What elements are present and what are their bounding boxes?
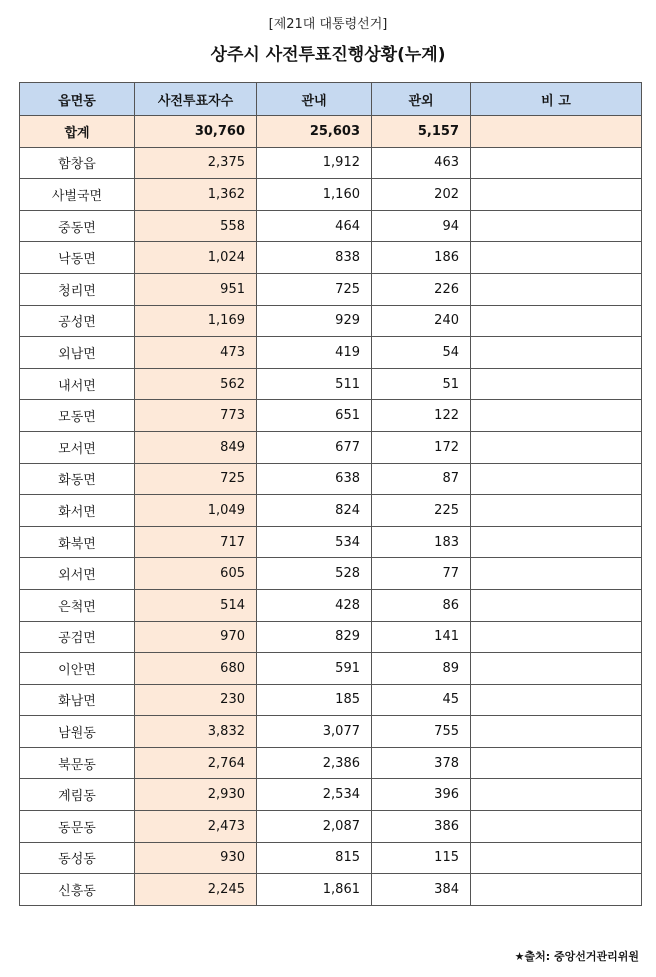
cell-note — [471, 495, 642, 527]
cell-voters: 2,375 — [135, 147, 257, 179]
cell-district: 남원동 — [20, 716, 135, 748]
table-row — [20, 147, 642, 179]
cell-note — [471, 526, 642, 558]
cell-in-district: 419 — [257, 337, 372, 369]
cell-district: 은척면 — [20, 589, 135, 621]
cell-voters: 562 — [135, 368, 257, 400]
table-row — [20, 747, 642, 779]
table-row — [20, 400, 642, 432]
cell-district: 계림동 — [20, 779, 135, 811]
table-row — [20, 811, 642, 843]
column-header-in-district: 관내 — [257, 83, 372, 116]
cell-in-district: 511 — [257, 368, 372, 400]
column-header-voters: 사전투표자수 — [135, 83, 257, 116]
cell-voters: 605 — [135, 558, 257, 590]
cell-note — [471, 874, 642, 906]
table-row — [20, 653, 642, 685]
cell-voters: 773 — [135, 400, 257, 432]
cell-note — [471, 811, 642, 843]
table-row — [20, 179, 642, 211]
voting-table — [19, 82, 642, 906]
cell-out-district: 186 — [372, 242, 471, 274]
cell-district: 모동면 — [20, 400, 135, 432]
cell-out-district: 51 — [372, 368, 471, 400]
cell-voters: 473 — [135, 337, 257, 369]
table-row — [20, 210, 642, 242]
cell-district: 함창읍 — [20, 147, 135, 179]
cell-out-district: 225 — [372, 495, 471, 527]
total-note — [471, 116, 642, 148]
cell-note — [471, 463, 642, 495]
table-header-row — [20, 83, 642, 116]
page-title: 상주시 사전투표진행상황(누계) — [210, 45, 446, 65]
cell-in-district: 464 — [257, 210, 372, 242]
total-label: 합계 — [20, 116, 135, 148]
table-row — [20, 431, 642, 463]
cell-in-district: 534 — [257, 526, 372, 558]
cell-voters: 2,473 — [135, 811, 257, 843]
cell-out-district: 384 — [372, 874, 471, 906]
cell-out-district: 378 — [372, 747, 471, 779]
cell-out-district: 141 — [372, 621, 471, 653]
cell-out-district: 386 — [372, 811, 471, 843]
cell-in-district: 3,077 — [257, 716, 372, 748]
table-row — [20, 526, 642, 558]
cell-out-district: 54 — [372, 337, 471, 369]
cell-district: 중동면 — [20, 210, 135, 242]
cell-in-district: 929 — [257, 305, 372, 337]
table-row — [20, 242, 642, 274]
cell-district: 동성동 — [20, 842, 135, 874]
cell-note — [471, 779, 642, 811]
cell-in-district: 2,087 — [257, 811, 372, 843]
table-row — [20, 684, 642, 716]
table-row — [20, 495, 642, 527]
table-row — [20, 842, 642, 874]
cell-note — [471, 242, 642, 274]
cell-voters: 849 — [135, 431, 257, 463]
column-header-out-district: 관외 — [372, 83, 471, 116]
table-row — [20, 273, 642, 305]
cell-district: 북문동 — [20, 747, 135, 779]
cell-in-district: 677 — [257, 431, 372, 463]
cell-district: 화동면 — [20, 463, 135, 495]
cell-out-district: 172 — [372, 431, 471, 463]
cell-note — [471, 589, 642, 621]
cell-note — [471, 179, 642, 211]
cell-note — [471, 337, 642, 369]
cell-note — [471, 431, 642, 463]
table-row — [20, 621, 642, 653]
cell-district: 낙동면 — [20, 242, 135, 274]
table-row — [20, 337, 642, 369]
cell-in-district: 185 — [257, 684, 372, 716]
cell-in-district: 638 — [257, 463, 372, 495]
cell-district: 화남면 — [20, 684, 135, 716]
cell-voters: 230 — [135, 684, 257, 716]
cell-note — [471, 210, 642, 242]
cell-district: 외서면 — [20, 558, 135, 590]
cell-voters: 2,245 — [135, 874, 257, 906]
cell-district: 청리면 — [20, 273, 135, 305]
cell-out-district: 226 — [372, 273, 471, 305]
cell-in-district: 824 — [257, 495, 372, 527]
column-header-district: 읍면동 — [20, 83, 135, 116]
cell-voters: 951 — [135, 273, 257, 305]
cell-out-district: 89 — [372, 653, 471, 685]
cell-voters: 558 — [135, 210, 257, 242]
cell-out-district: 755 — [372, 716, 471, 748]
total-row — [20, 116, 642, 148]
total-in-district: 25,603 — [257, 116, 372, 148]
cell-out-district: 183 — [372, 526, 471, 558]
cell-voters: 3,832 — [135, 716, 257, 748]
cell-voters: 2,930 — [135, 779, 257, 811]
cell-in-district: 2,534 — [257, 779, 372, 811]
cell-out-district: 122 — [372, 400, 471, 432]
cell-in-district: 1,160 — [257, 179, 372, 211]
cell-out-district: 463 — [372, 147, 471, 179]
cell-out-district: 94 — [372, 210, 471, 242]
cell-district: 이안면 — [20, 653, 135, 685]
cell-note — [471, 558, 642, 590]
cell-note — [471, 400, 642, 432]
cell-out-district: 202 — [372, 179, 471, 211]
cell-in-district: 1,861 — [257, 874, 372, 906]
cell-in-district: 591 — [257, 653, 372, 685]
cell-in-district: 651 — [257, 400, 372, 432]
cell-note — [471, 842, 642, 874]
cell-note — [471, 273, 642, 305]
cell-note — [471, 684, 642, 716]
cell-out-district: 87 — [372, 463, 471, 495]
cell-district: 외남면 — [20, 337, 135, 369]
cell-voters: 1,024 — [135, 242, 257, 274]
cell-voters: 970 — [135, 621, 257, 653]
cell-voters: 514 — [135, 589, 257, 621]
cell-district: 공성면 — [20, 305, 135, 337]
cell-note — [471, 305, 642, 337]
total-out-district: 5,157 — [372, 116, 471, 148]
cell-out-district: 115 — [372, 842, 471, 874]
cell-district: 공검면 — [20, 621, 135, 653]
cell-in-district: 1,912 — [257, 147, 372, 179]
cell-out-district: 45 — [372, 684, 471, 716]
supertitle: [제21대 대통령선거] — [268, 17, 388, 32]
cell-district: 신흥동 — [20, 874, 135, 906]
cell-out-district: 86 — [372, 589, 471, 621]
cell-district: 화서면 — [20, 495, 135, 527]
cell-district: 동문동 — [20, 811, 135, 843]
cell-note — [471, 621, 642, 653]
table-row — [20, 589, 642, 621]
cell-in-district: 2,386 — [257, 747, 372, 779]
cell-voters: 930 — [135, 842, 257, 874]
table-row — [20, 558, 642, 590]
cell-in-district: 815 — [257, 842, 372, 874]
cell-voters: 1,169 — [135, 305, 257, 337]
table-row — [20, 779, 642, 811]
cell-note — [471, 653, 642, 685]
cell-district: 내서면 — [20, 368, 135, 400]
table-row — [20, 463, 642, 495]
cell-out-district: 77 — [372, 558, 471, 590]
cell-note — [471, 747, 642, 779]
source-note: ★출처: 중앙선거관리위원 — [514, 950, 639, 963]
cell-voters: 2,764 — [135, 747, 257, 779]
cell-out-district: 396 — [372, 779, 471, 811]
table-row — [20, 305, 642, 337]
cell-in-district: 528 — [257, 558, 372, 590]
cell-out-district: 240 — [372, 305, 471, 337]
cell-note — [471, 147, 642, 179]
cell-voters: 717 — [135, 526, 257, 558]
table-row — [20, 874, 642, 906]
cell-in-district: 838 — [257, 242, 372, 274]
cell-district: 모서면 — [20, 431, 135, 463]
cell-voters: 680 — [135, 653, 257, 685]
cell-in-district: 428 — [257, 589, 372, 621]
table-row — [20, 716, 642, 748]
cell-note — [471, 716, 642, 748]
column-header-note: 비 고 — [471, 83, 642, 116]
cell-voters: 1,362 — [135, 179, 257, 211]
cell-district: 사벌국면 — [20, 179, 135, 211]
cell-voters: 1,049 — [135, 495, 257, 527]
cell-note — [471, 368, 642, 400]
table-row — [20, 368, 642, 400]
cell-in-district: 829 — [257, 621, 372, 653]
total-voters: 30,760 — [135, 116, 257, 148]
cell-voters: 725 — [135, 463, 257, 495]
cell-in-district: 725 — [257, 273, 372, 305]
cell-district: 화북면 — [20, 526, 135, 558]
